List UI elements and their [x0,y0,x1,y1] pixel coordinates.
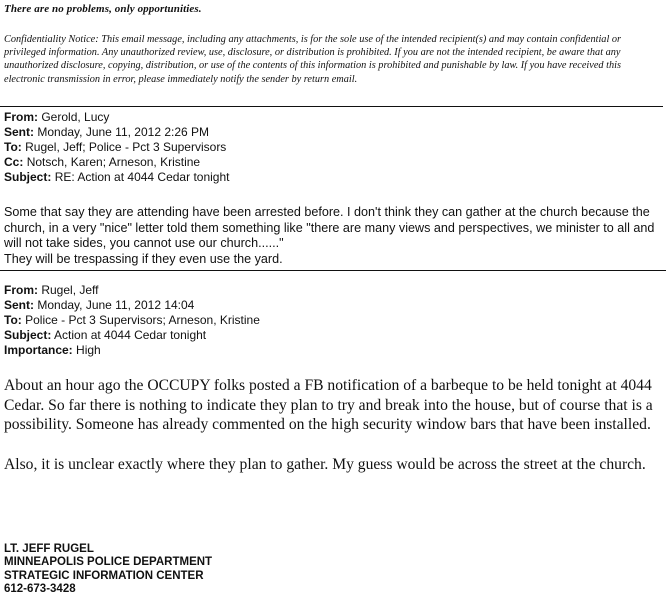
importance-row [4,343,260,358]
to-label: To: [4,313,22,327]
signature-phone: 612-673-3428 [4,583,76,596]
subject-value: RE: Action at 4044 Cedar tonight [54,170,230,184]
sent-value: Monday, June 11, 2012 14:04 [37,298,195,312]
signature-department: MINNEAPOLIS POLICE DEPARTMENT [4,556,213,569]
subject-label: Subject: [4,170,52,184]
body-paragraph: About an hour ago the OCCUPY folks posted a FB notification of a barbeque to be held tonight at 4044 Cedar. So far there is nothing to indicate they plan to try and break into the house, but of course that is a possibility. Someone has already commented on the high security window bars that have been installed. [4,377,653,434]
sent-row [4,298,260,313]
to-value: Police - Pct 3 Supervisors; Arneson, Kristine [25,313,260,327]
signature-name: LT. JEFF RUGEL [4,543,94,555]
subject-label: Subject: [4,328,52,342]
tagline: There are no problems, only opportunities. [4,3,202,15]
confidentiality-notice: Confidentiality Notice: This email message, including any attachments, is for the sole use of the intended recipient(s) and may contain confidential or privileged information. Any unauthorized review, use, disclosure, or distribution is prohibited. If you are not the intended recipient, be aware that any unauthorized disclosure, copying, distribution, or use of the contents of this information is prohibited and punishable by law. If you have received this electronic transmission in error, please immediately notify the sender by return email. [4,34,622,85]
sent-label: Sent: [4,298,34,312]
email-header-1 [4,110,229,185]
cc-value: Notsch, Karen; Arneson, Kristine [26,155,201,169]
cc-row [4,155,229,170]
body-paragraph: Some that say they are attending have been arrested before. I don't think they can gather at the church because the church, in a very "nice" letter told them something like "there are many views and perspectives, we minister to all and will not take sides, you cannot use our church......" [4,205,655,251]
importance-value: High [76,343,101,357]
from-label: From: [4,110,38,124]
subject-row [4,170,229,185]
email-body-2 [4,376,664,474]
from-row [4,110,229,125]
to-value: Rugel, Jeff; Police - Pct 3 Supervisors [25,140,227,154]
sent-row [4,125,229,140]
to-row [4,313,260,328]
subject-row [4,328,260,343]
body-paragraph: They will be trespassing if they even use the yard. [4,251,283,266]
to-label: To: [4,140,22,154]
from-label: From: [4,283,38,297]
from-value: Rugel, Jeff [41,283,99,297]
importance-label: Importance: [4,343,73,357]
from-row [4,283,260,298]
signature-unit: STRATEGIC INFORMATION CENTER [4,569,204,582]
from-value: Gerold, Lucy [41,110,110,124]
sent-value: Monday, June 11, 2012 2:26 PM [37,125,210,139]
body-paragraph: Also, it is unclear exactly where they plan to gather. My guess would be across the street at the church. [4,455,646,473]
to-row [4,140,229,155]
sent-label: Sent: [4,125,34,139]
divider-line [0,106,663,107]
subject-value: Action at 4044 Cedar tonight [54,328,207,342]
divider-line [0,270,666,271]
cc-label: Cc: [4,155,24,169]
email-header-2 [4,283,260,358]
signature-block [4,543,212,597]
email-body-1 [4,205,664,267]
